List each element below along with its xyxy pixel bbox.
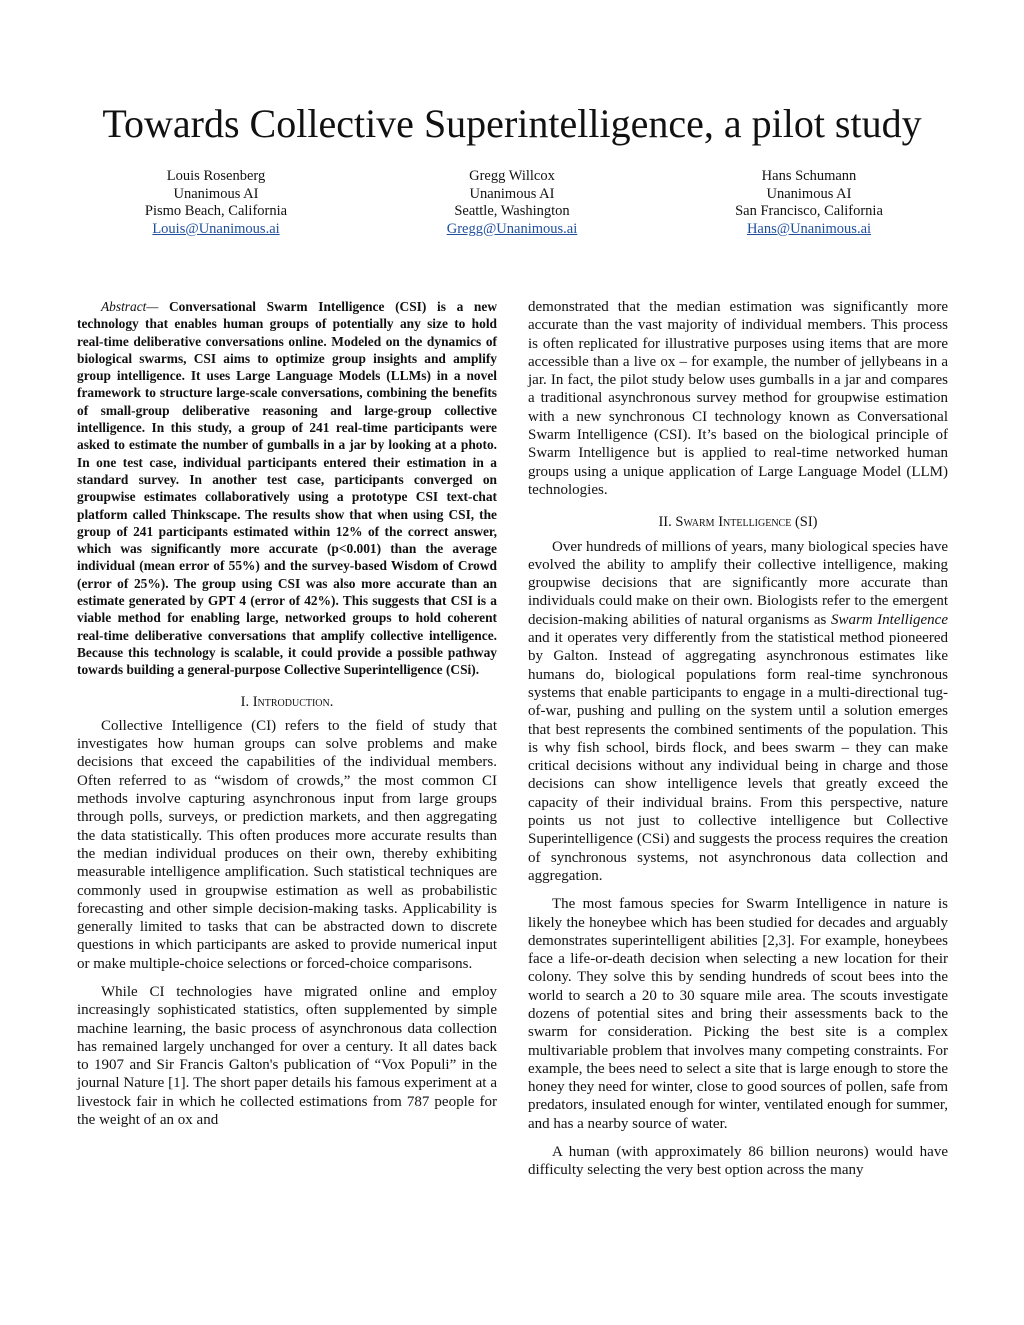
abstract-label: Abstract—	[101, 299, 159, 314]
author-email-link[interactable]: Louis@Unanimous.ai	[152, 220, 280, 237]
body-paragraph	[528, 538, 948, 886]
paper-title: Towards Collective Superintelligence, a pilot study	[102, 101, 922, 146]
author-location: Seattle, Washington	[454, 203, 570, 219]
text-run: Over hundreds of millions of years, many biological species have evolved the ability to amplify their collective intelligence, making groupwise decisions that are significantly more accurate than individuals could make on their own. Biologists refer to the emergent decision-making abilities of natural organisms as	[528, 538, 948, 628]
body-paragraph-continued: demonstrated that the median estimation was significantly more accurate than the vast majority of individual members. This process is often replicated for illustrative purposes using items that are more accessible than a live ox – for example, the number of jellybeans in a jar. In fact, the pilot study below uses gumballs in a jar and compares a traditional asynchronous survey method for groupwise estimation with a new synchronous CI technology known as Conversational Swarm Intelligence (CSI). It’s based on the biological principle of Swarm Intelligence but is applied to real-time networked human groups using a unique application of Large Language Model (LLM) technologies.	[528, 299, 948, 498]
author-org: Unanimous AI	[173, 185, 259, 202]
right-column	[528, 298, 948, 1180]
section-title: Introduction.	[252, 693, 334, 710]
author-block-1	[96, 168, 336, 238]
section-heading-swarm-intelligence	[528, 513, 948, 531]
author-org: Unanimous AI	[469, 185, 555, 202]
section-heading-introduction	[77, 693, 497, 711]
author-location: San Francisco, California	[735, 203, 883, 219]
author-block-3	[689, 168, 929, 238]
section-title: Swarm Intelligence (SI)	[675, 514, 818, 531]
author-block-2	[392, 168, 632, 238]
author-org: Unanimous AI	[766, 185, 852, 202]
left-column	[77, 298, 497, 1129]
body-paragraph: Collective Intelligence (CI) refers to the field of study that investigates how human groups can solve problems and make decisions that exceed the capabilities of the individual members. Often referred to as “wisdom of crowds,” the most common CI methods involve capturing asynchronous input from large groups through polls, surveys, or prediction markets, and then aggregating the data statistically. This often produces more accurate results than the median individual produces on their own, thereby exhibiting measurable intelligence amplification. Such statistical techniques are commonly used in groupwise estimation as well as probabilistic forecasting and other simple decision-making tasks. Applicability is generally limited to tasks that can be abstracted down to discrete questions in which participants are asked to provide numerical input or make multiple-choice selections or forced-choice comparisons.	[77, 717, 497, 972]
body-paragraph: The most famous species for Swarm Intelligence in nature is likely the honeybee which has been studied for decades and arguably demonstrates superintelligent abilities [2,3]. For example, honeybees face a life-or-death decision when selecting a new location for their colony. They solve this by sending hundreds of scout bees into the world to search a 20 to 30 square mile area. The scouts investigate dozens of potential sites and bring their assessments back to the swarm for consideration. Picking the best site is a complex multivariable problem that involves many competing constraints. For example, the bees need to select a site that is large enough to store the honey they need for winter, close to good sources of pollen, safe from predators, insulated enough for winter, ventilated enough for summer, and has a nearby source of water.	[528, 896, 948, 1132]
author-name: Louis Rosenberg	[166, 168, 266, 184]
abstract-text: Conversational Swarm Intelligence (CSI) is a new technology that enables human groups of potentially any size to hold real-time deliberative conversations online. Modeled on the dynamics of biological swarms, CSI aims to optimize group insights and amplify group intelligence. It uses Large Language Models (LLMs) in a novel framework to structure large-scale conversations, combining the benefits of small-group deliberative reasoning and large-group collective intelligence. In this study, a group of 241 real-time participants were asked to estimate the number of gumballs in a jar by looking at a photo. In one test case, individual participants entered their estimation in a standard survey. In another test case, participants converged on groupwise estimates collaboratively using a prototype CSI text-chat platform called Thinkscape. The results show that when using CSI, the group of 241 participants estimated within 12% of the correct answer, which was significantly more accurate (p<0.001) than the average individual (mean error of 55%) and the survey-based Wisdom of Crowd (error of 25%). The group using CSI was also more accurate than an estimate generated by GPT 4 (error of 42%). This suggests that CSI is a viable method for enabling large, networked groups to hold coherent real-time deliberative conversations that amplify collective intelligence. Because this technology is scalable, it could provide a possible pathway towards building a general-purpose Collective Superintelligence (CSi).	[77, 299, 497, 678]
body-paragraph: While CI technologies have migrated online and employ increasingly sophisticated statistics, often supplemented by simple machine learning, the basic process of asynchronous data collection has remained largely unchanged for over a century. It all dates back to 1907 and Sir Francis Galton's publication of “Vox Populi” in the journal Nature [1]. The short paper details his famous experiment at a livestock fair in which he collected estimations from 787 people for the weight of an ox and	[77, 983, 497, 1129]
italic-term: Swarm Intelligence	[830, 611, 948, 628]
author-name: Hans Schumann	[761, 168, 857, 184]
abstract	[77, 298, 497, 679]
section-number: I.	[240, 693, 250, 710]
author-location: Pismo Beach, California	[144, 203, 288, 219]
author-name: Gregg Willcox	[469, 168, 555, 184]
text-run: and it operates very differently from the statistical method pioneered by Galton. Instead of aggregating asynchronous estimates like humans do, biological populations form real-time synchronous systems that enable participants to engage in a multi-directional tug-of-war, pushing and pulling on the system until a solution emerges that best represents the combined sentiments of the population. This is why fish school, birds flock, and bees swarm – they can make critical decisions without any individual being in charge and those decisions can show intelligence levels that greatly exceed the capacity of their individual brains. From this perspective, nature points us not just to collective intelligence but Collective Superintelligence (CSi) and suggests the process requires the creation of synchronous systems, not asynchronous data collection and aggregation.	[528, 630, 948, 884]
author-email-link[interactable]: Gregg@Unanimous.ai	[446, 220, 578, 237]
author-email-link[interactable]: Hans@Unanimous.ai	[746, 220, 872, 237]
section-number: II.	[658, 514, 672, 531]
body-paragraph: A human (with approximately 86 billion neurons) would have difficulty selecting the very best option across the many	[528, 1144, 948, 1179]
